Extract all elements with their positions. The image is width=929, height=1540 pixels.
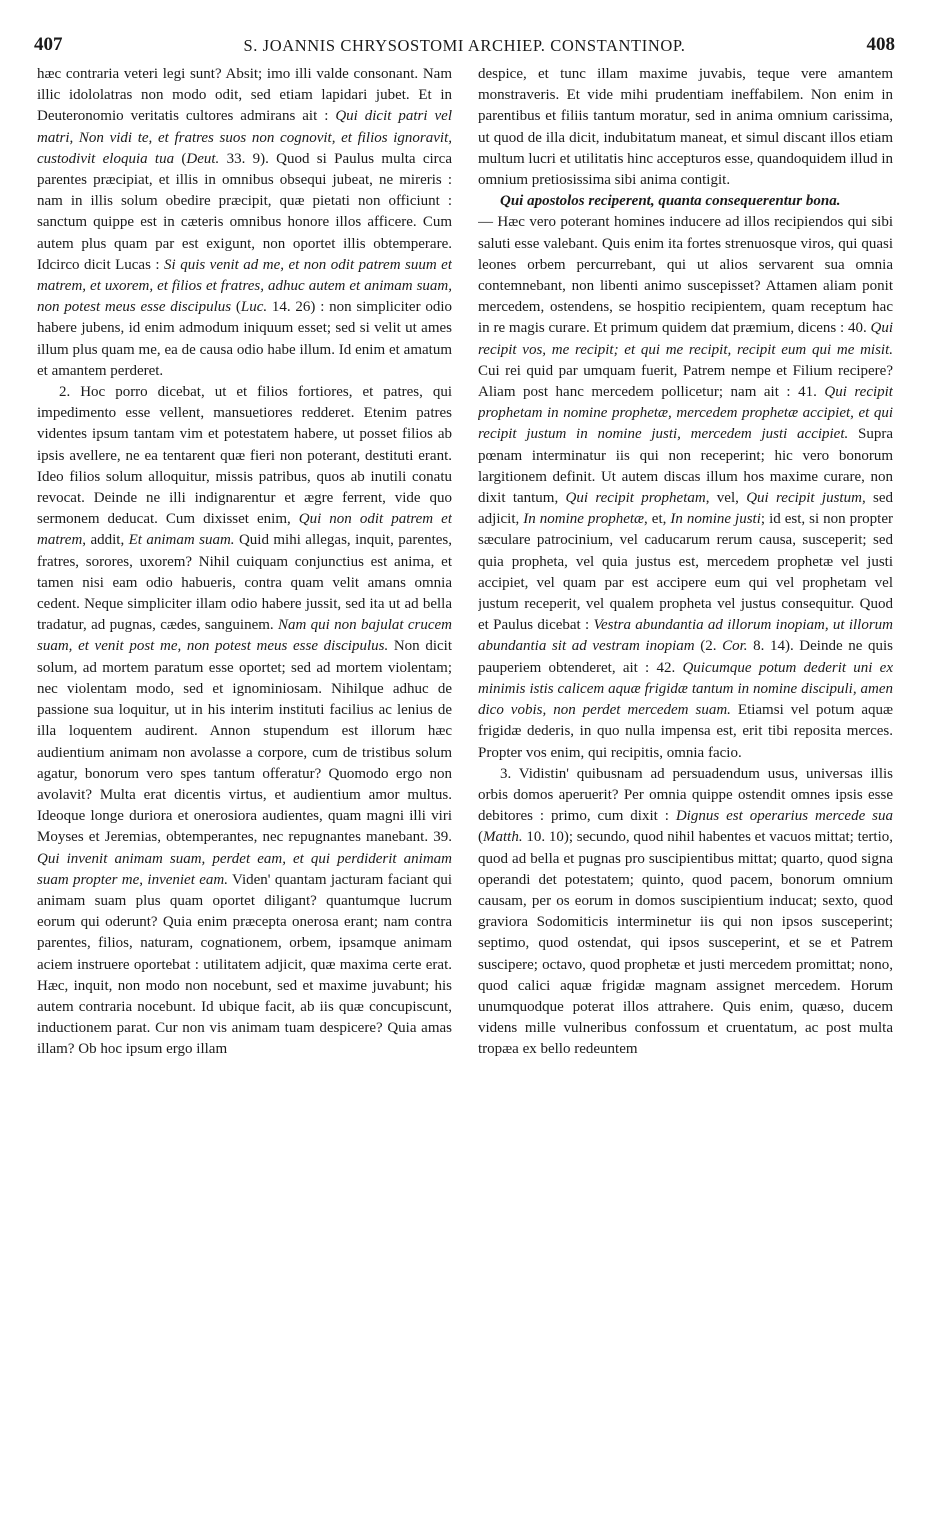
page-number-left: 407 — [34, 34, 63, 55]
italic-text: Si quis venit ad me, et non odit patrem suum et matrem, et uxorem, et filios et fratres, adhuc autem et animam suam, non potest meus esse discipulus — [37, 256, 452, 316]
text-run: Non dicit solum, ad mortem paratum esse oportet; sed ad mortem violentam; nec violentam modo, sed et ignominiosam. Nihilque adhuc de passione sua loquitur, ut in his interim instituti facilius ac lenius de illa loquentem audirent. Annon stupendum est illorum hæc audientium animam non avolasse a corpore, cum de tristibus solum agatur, bonorum vero spes tantum offeratur? Quomodo ergo non avolavit? Multa erat dicentis virtus, et audientium amor multus. Ideoque longe duriora et onerosiora audientes, quam magni illi viri Moyses et Jeremias, obtemperantes, nec repugnantes manebant. 39. — [37, 638, 452, 846]
section-heading: Qui apostolos reciperent, quanta consequerentur bona. — [500, 193, 841, 210]
italic-text: Vestra abundantia ad illorum inopiam, ut illorum abundantia sit ad vestram inopiam — [478, 617, 893, 655]
text-run: hæc contraria veteri legi sunt? Absit; imo illi valde consonant. Nam illic idololatras non modo odit, sed etiam lapidari jubet. Et in Deuteronomio veritatis cultores admirans ait : — [37, 66, 452, 125]
text-run: 8. 14). Deinde ne quis pauperiem obtenderet, ait : 42. — [478, 638, 893, 676]
text-run: Viden' quantam jacturam faciant qui animam suam plus quam oportet diligant? quantumque lucrum eorum qui oderunt? Quia enim præcepta onerosa erant; nam contra parentes, filios, naturam, cognationem, orbem, ipsamque animam aciem instruere oportebat : utilitatem adjicit, quæ maxima certe erat. Hæc, inquit, non modo non nocebunt, sed et maxime juvabunt; his autem contraria nocebunt. Id ubique facit, ab iis quæ concupiscunt, inductionem parat. Cur non vis animam tuam despicere? Quia amas illam? Ob hoc ipsum ergo illam — [37, 871, 452, 1058]
text-run: Quid mihi allegas, inquit, parentes, fratres, sorores, uxorem? Nihil cuiquam conjunctius est anima, et tamen nisi eam odio habueris, contra quam velit amans omnia cedent. Neque simpliciter illam odio habere jussit, sed ita ut ad bella tradatur, ad pugnas, cædes, sanguinem. — [37, 532, 452, 634]
text-run: ( — [478, 829, 483, 846]
italic-text: Dignus est operarius mercede sua — [675, 808, 893, 825]
italic-text: In nomine justi — [670, 511, 761, 528]
paragraph — [37, 64, 452, 382]
text-run: 33. 9). Quod si Paulus multa circa parentes præcipiat, et illis in omnibus obsequi jubeat, ne mireris : nam in illis solum obedire præcipit, quæ pietati non officiunt : sanctum quippe est in cæteris omnibus honore illos afficere. Cum autem plus quam par est exigunt, non oportet illis obtemperare. Idcirco dicit Lucas : — [37, 150, 452, 273]
paragraph — [478, 64, 893, 191]
text-run: Supra pœnam interminatur iis qui non receperint; hic vero bonorum largitionem definit. Ut autem discas illum hos maxime curare, non dixit tantum, — [478, 426, 893, 507]
italic-text: Luc. — [240, 299, 268, 316]
italic-text: Qui recipit prophetam in nomine prophetæ, mercedem prophetæ accipiet, et qui recipit justum in nomine justi, mercedem justi accipiet. — [478, 384, 893, 443]
running-title: S. JOANNIS CHRYSOSTOMI ARCHIEP. CONSTANTINOP. — [243, 36, 686, 55]
text-run: Cui rei quid par umquam fuerit, Patrem nempe et Filium recipere? Aliam post hanc mercedem pollicetur; nam ait : 41. — [478, 362, 893, 401]
text-run: , sed adjicit, — [478, 490, 893, 528]
italic-text: Qui recipit prophetam — [565, 490, 706, 507]
italic-text: Deut. — [186, 150, 220, 167]
text-run: Etiamsi vel potum aquæ frigidæ dederis, in quo nulla impensa est, erit tibi reposita merces. Propter vos enim, qui recipitis, omnia facio. — [478, 702, 893, 761]
text-run: , et, — [644, 511, 671, 528]
paragraph — [478, 212, 893, 763]
italic-text: In nomine prophetæ — [523, 511, 645, 528]
text-run: ; id est, si non propter sæculare patrocinium, vel caducarum rerum causa, susceperit; sed quia propheta, vel quia justus est, mercedem prophetæ vel justi accipiet, vel quam par est accipere eum qui vel prophetam vel justum receperit, vel qualem propheta vel justus consequitur. Quod et Paulus dicebat : — [478, 511, 893, 634]
italic-text: Cor. — [722, 638, 748, 655]
italic-text: Qui non odit patrem et matrem — [37, 511, 452, 549]
italic-text: Qui recipit justum — [746, 490, 862, 507]
italic-text: Qui dicit patri vel matri, Non vidi te, et fratres suos non cognovit, et filios ignoravit, custodivit eloquia tua — [37, 108, 452, 167]
text-run: 3. Vidistin' quibusnam ad persuadendum usus, universas illis orbis domos aperuerit? Per omnia quippe ostendit omnes ipsis esse debitores : primo, cum dixit : — [478, 765, 893, 825]
text-run: 10. 10); secundo, quod nihil habentes et vacuos mittat; tertio, quod ad bella et pugnas pro suscipientibus mittat; quarto, quod signa operandi det potestatem; quinto, quod pacem, bonorum omnium causam, per os eorum in domos suscipientium inducat; sexto, quod graviora Sodomiticis interminetur iis qui non ipsos susceperint; septimo, quod ostendat, qui ipsos susceperint, et se et Patrem suscipere; octavo, quod prophetæ et justi mercedem promittat; nono, quod calici aquæ frigidæ magnam assignet mercedem. Horum unumquodque poterat illos attrahere. Quis enim, quæso, ducem videns mille vulneribus confossum et cruentatum, ac post multa tropæa ex bello redeuntem — [478, 829, 893, 1058]
italic-text: Et animam suam. — [128, 532, 235, 549]
italic-text: Quicumque potum dederit uni ex minimis istis calicem aquæ frigidæ tantum in nomine discipuli, amen dico vobis, non perdet mercedem suam. — [478, 659, 893, 719]
text-run: , addit, — [82, 532, 129, 549]
text-run: ( — [174, 150, 187, 167]
text-run: — Hæc vero poterant homines inducere ad illos recipiendos qui sibi saluti esse valebant. Quis enim ita fortes strenuosque viros, qui quasi leones orbem percurrebant, qui ut alios servarent sua omnia contemnebant, non libenti animo suscepisset? Attamen aliam ponit mercedem, ostendens, se hospitio recipientem, quam receptum hac in re magis curare. Et primum quidem dat præmium, dicens : 40. — [478, 214, 893, 337]
paragraph — [37, 382, 452, 1061]
right-column — [478, 64, 893, 1534]
text-run: ( — [231, 299, 241, 316]
text-run: , vel, — [705, 490, 747, 507]
page-number-right: 408 — [866, 34, 895, 55]
text-run: 2. Hoc porro dicebat, ut et filios fortiores, et patres, qui impedimento esse vellent, mansuetiores redderet. Etenim patres videntes ipsum tantam vim et potestatem habere, ut posset filios ab ipsis avellere, ne ea tentarent quæ fieri non poterant, destituti erant. Ideo filios solum alloquitur, missis patribus, quos ab inutili conatu revocat. Deinde ne illi indignarentur et ægre ferrent, vide quo sermonem deducat. Cum dixisset enim, — [37, 384, 452, 528]
italic-text: Nam qui non bajulat crucem suam, et venit post me, non potest meus esse discipulus. — [37, 617, 452, 655]
paragraph — [478, 764, 893, 1061]
text-run: 14. 26) : non simpliciter odio habere jubens, id enim admodum iniquum esset; sed si velit ut ames illum plus quam me, ea de causa odio habe illum. Id enim et amatum et amantem perderet. — [37, 299, 452, 379]
italic-text: Qui recipit vos, me recipit; et qui me recipit, recipit eum qui me misit. — [478, 320, 893, 358]
running-header — [30, 34, 899, 58]
text-run: despice, et tunc illam maxime juvabis, teque vere amantem monstraveris. Et vide mihi prudentiam ineffabilem. Non enim in parentibus et filiis tantum moratur, sed in anima omnium carissima, ut quod de illa dicit, indubitatum maneat, et simul discant illos etiam multum lucri et utilitatis hinc accepturos esse, quandoquidem illud in omnium pretiosissima sibi anima contigit. — [478, 66, 893, 189]
left-column — [37, 64, 452, 1534]
italic-text: Matth. — [483, 829, 523, 846]
italic-text: Qui invenit animam suam, perdet eam, et qui perdiderit animam suam propter me, inveniet eam. — [37, 850, 452, 888]
text-run: (2. — [694, 638, 723, 655]
